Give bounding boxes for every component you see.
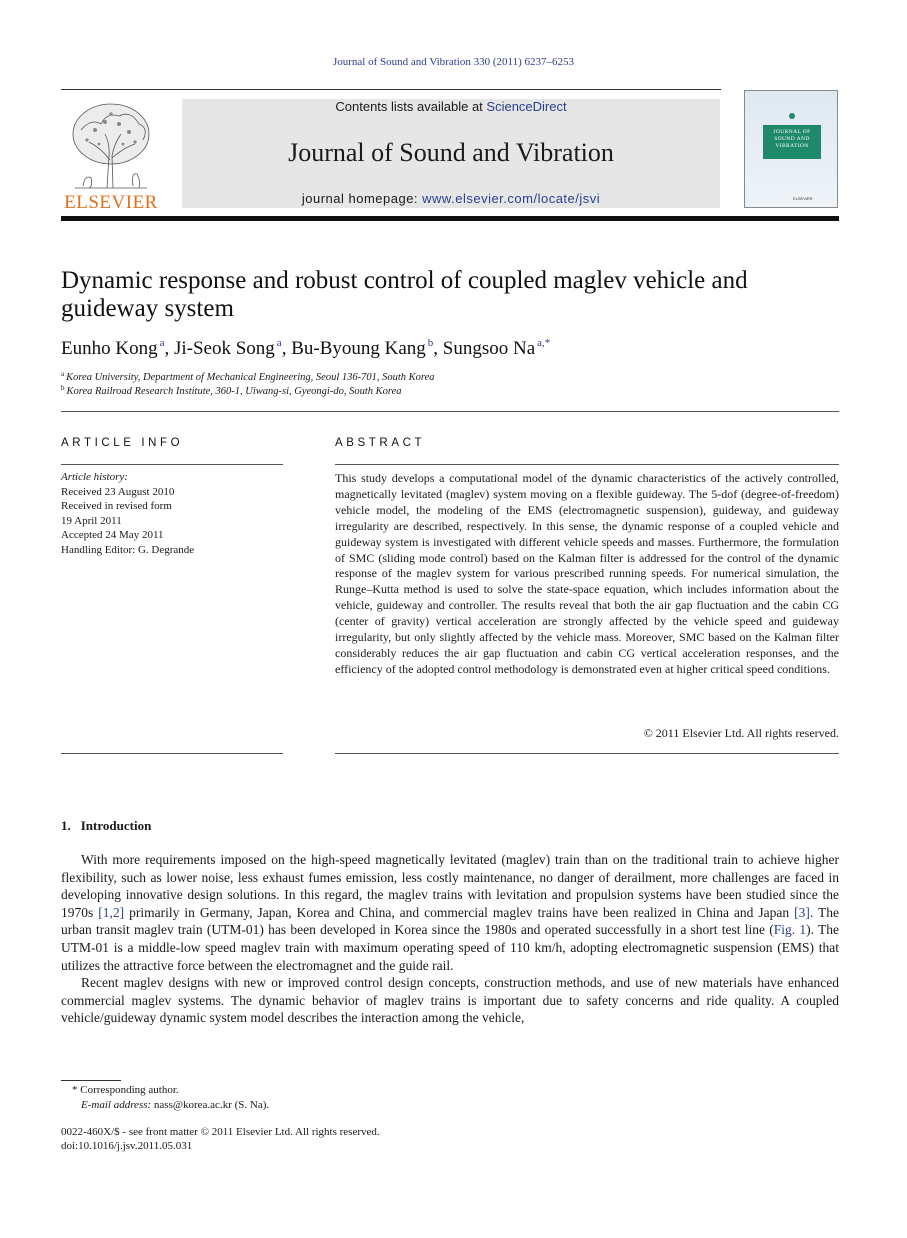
elsevier-wordmark: ELSEVIER <box>64 192 158 213</box>
journal-homepage <box>182 191 720 206</box>
doi-line[interactable]: doi:10.1016/j.jsv.2011.05.031 <box>61 1140 193 1152</box>
cover-title-block <box>763 125 821 159</box>
header-thick-rule <box>61 216 839 221</box>
introduction-body <box>61 851 839 1027</box>
author-list: Eunho Kong $^a$, Ji-Seok Song $^a$, Bu-Byoung Kang $^b$, Sungsoo Na $^{a,*}$ <box>61 337 551 359</box>
journal-citation[interactable]: Journal of Sound and Vibration 330 (2011) 6237–6253 <box>332 56 574 68</box>
header-top-rule <box>61 89 721 90</box>
affiliation-marker: b <box>61 384 65 392</box>
paragraph <box>61 851 839 974</box>
affiliation <box>61 370 435 383</box>
journal-cover-thumbnail[interactable] <box>744 90 838 208</box>
email-note <box>81 1099 269 1111</box>
history-line: Received 23 August 2010 <box>61 485 175 498</box>
affiliation <box>61 384 402 397</box>
article-history <box>61 470 283 557</box>
sciencedirect-link[interactable]: ScienceDirect <box>486 99 567 114</box>
front-matter-line: 0022-460X/$ - see front matter © 2011 Elsevier Ltd. All rights reserved. <box>61 1126 380 1138</box>
text-run: ). The UTM-01 is a middle-low speed maglev train with maximum operating speed of 110 km/h, adopting electromagnetic suspension (EMS) that utilizes the attractive force between the electromagnet and the guide rail. <box>61 922 839 973</box>
author-name[interactable]: Ji-Seok Song <box>173 338 275 359</box>
cover-emblem-icon <box>789 113 795 119</box>
cover-publisher-mark: ELSEVIER <box>793 196 813 201</box>
paragraph: Recent maglev designs with new or improved control design concepts, construction methods, and use of new materials have enhanced commercial maglev systems. The dynamic behavior of maglev trains is important due to safety concerns and ride quality. A coupled vehicle/guideway dynamic system model describes the interaction among the vehicle, <box>61 975 839 1026</box>
abstract-copyright: © 2011 Elsevier Ltd. All rights reserved. <box>643 726 839 740</box>
cover-title-line: SOUND AND <box>774 136 810 142</box>
cover-title-line: JOURNAL OF <box>773 129 811 135</box>
section-divider <box>61 411 839 412</box>
article-title: Dynamic response and robust control of coupled maglev vehicle and guideway system <box>61 267 748 322</box>
text-run: With more requirements imposed on the high-speed magnetically levitated (maglev) train than on the traditional train to achieve higher flexibility, such as lower noise, less exhaust fumes emission, less costly maintenance, no danger of derailment, more challenges are faced in developing innovative design solutions. In this regard, the maglev trains with levitation and propulsion systems have been studied since the 1970s <box>61 852 839 920</box>
abstract-rule <box>335 464 839 465</box>
footnote-rule <box>61 1080 121 1081</box>
citation-link[interactable]: [3] <box>794 904 810 920</box>
author-affil-marker[interactable]: a <box>159 337 165 349</box>
author-name[interactable]: Sungsoo Na <box>442 338 536 359</box>
history-line: 19 April 2011 <box>61 514 122 527</box>
text-run: . The urban transit maglev train (UTM-01) has been developed in Korea since the 1980s and operated successfully in a short test line ( <box>61 904 839 938</box>
cover-title-line: VIBRATION <box>775 143 809 149</box>
affiliation-text: Korea Railroad Research Institute, 360-1, Uiwang-si, Gyeongi-do, South Korea <box>66 386 402 397</box>
history-heading: Article history: <box>61 471 128 483</box>
author-affil-marker[interactable]: a <box>276 337 282 349</box>
abstract-label: ABSTRACT <box>335 437 426 449</box>
journal-name: Journal of Sound and Vibration <box>288 138 614 167</box>
email-address[interactable]: nass@korea.ac.kr (S. Na). <box>151 1099 270 1111</box>
corresponding-author-note: * Corresponding author. <box>72 1084 179 1096</box>
contents-line <box>182 99 720 114</box>
abstract-text: This study develops a computational model of the dynamic characteristics of the actively controlled, magnetically levitated (maglev) system moving on a flexible guideway. The 5-dof (degree-of-freedom) vehicle model, the modeling of the EMS (electromagnetic suspension), guideway, and guideway irregularity are described, respectively. In this sense, the dynamic response of a coupled vehicle and guideway system is investigated with different vehicle speeds and masses. Furthermore, the formulation of SMC (sliding mode control) based on the Kalman filter is addressed for the control of the dynamic response of the maglev system for various prescribed running speeds. For numerical simulation, the Runge–Kutta method is used to solve the state-space equation, which includes information about the vehicle, guideway and controller. The results reveal that both the air gap fluctuation and the cabin CG (center of gravity) vertical acceleration are strongly affected by the vehicle speed and guideway irregularity, but only slightly affected by the vehicle mass. Moreover, SMC based on the Kalman filter considerably reduces the air gap fluctuation and cabin CG vertical acceleration responses, and the efficiency of the adopted control methodology is demonstrated even at higher critical speed conditions. <box>335 471 839 676</box>
contents-prefix: Contents lists available at <box>335 99 487 114</box>
article-info-bottom-rule <box>61 753 283 754</box>
history-line: Received in revised form <box>61 500 172 512</box>
history-line: Accepted 24 May 2011 <box>61 529 164 541</box>
affiliation-text: Korea University, Department of Mechanical Engineering, Seoul 136-701, South Korea <box>66 372 435 383</box>
figure-link[interactable]: Fig. 1 <box>773 922 807 938</box>
email-label: E-mail address: <box>81 1099 152 1111</box>
author-name[interactable]: Bu-Byoung Kang <box>291 338 426 359</box>
homepage-link[interactable]: www.elsevier.com/locate/jsvi <box>422 191 601 206</box>
abstract-bottom-rule <box>335 753 839 754</box>
citation-link[interactable]: [1,2] <box>98 904 125 920</box>
section-title: Introduction <box>80 818 152 833</box>
article-info-rule <box>61 464 283 465</box>
history-line: Handling Editor: G. Degrande <box>61 543 195 556</box>
section-heading-introduction <box>61 818 151 834</box>
section-number: 1. <box>61 818 71 833</box>
homepage-prefix: journal homepage: <box>301 191 423 206</box>
author-affil-marker[interactable]: b <box>427 337 434 349</box>
affiliation-marker: a <box>61 370 65 378</box>
author-affil-marker[interactable]: a,* <box>537 337 551 349</box>
author-name[interactable]: Eunho Kong <box>61 338 158 359</box>
tree-logo-icon <box>61 100 161 192</box>
text-run: primarily in Germany, Japan, Korea and China, and commercial maglev trains have been realized in China and Japan <box>124 904 795 920</box>
article-info-label: ARTICLE INFO <box>61 437 184 449</box>
